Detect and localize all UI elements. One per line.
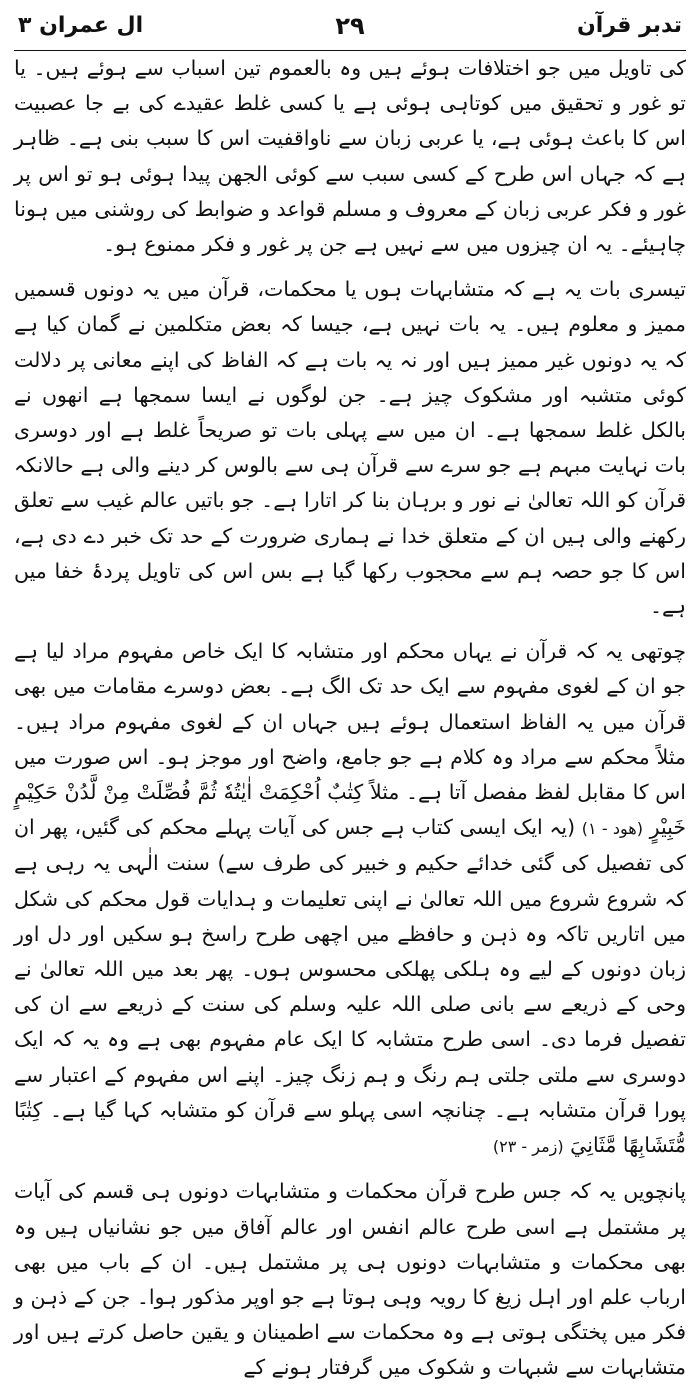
verse-reference-zumar: (زمر - ۲۳) [492, 1137, 564, 1157]
book-title: تدبر قرآن [577, 13, 682, 38]
paragraph-4: پانچویں یہ کہ جس طرح قرآن محکمات و متشابہات دونوں ہی قسم کی آیات پر مشتمل ہے اسی طرح عالم انفس اور عالم آفاق میں جو نشانیاں ہیں وہ بھی محکمات و متشابہات دونوں ہی پر مشتمل ہیں۔ ان کے باب میں بھی ارباب علم اور اہل زیغ کا رویہ وہی ہوتا ہے جو اوپر مذکور ہوا۔ جن کے ذہن و فکر میں پختگی ہوتی ہے وہ محکمات سے اطمینان و یقین حاصل کرتے ہیں اور متشابہات سے شبہات و شکوک میں گرفتار ہونے کے [14, 1179, 686, 1380]
verse-reference-hud: (ھود - ۱) [581, 819, 643, 839]
surah-label: ال عمران ۳ [18, 13, 144, 38]
paragraph-3 [14, 634, 686, 1164]
paragraph-1: کی تاویل میں جو اختلافات ہوئے ہیں وہ بالعموم تین اسباب سے ہوئے ہیں۔ یا تو غور و تحقیق میں کوتاہی ہوئی ہے یا کسی غلط عقیدے کی بے جا عصبیت اس کا باعث ہوئی ہے، یا عربی زبان سے ناواقفیت اس کا سبب بنی ہے۔ ظاہر ہے کہ جہاں اس طرح کے کسی سبب سے کوئی الجھن پیدا ہوئی ہو تو اس پر غور و فکر عربی زبان کے معروف و مسلم قواعد و ضوابط کی روشنی میں ہونا چاہیئے۔ یہ ان چیزوں میں سے نہیں ہے جن پر غور و فکر ممنوع ہو۔ [14, 56, 686, 257]
paragraph-3-text-b: (یہ ایک ایسی کتاب ہے جس کی آیات پہلے محکم کی گئیں، پھر ان کی تفصیل کی گئی خدائے حکیم و خبیر کی طرف سے) سنت الٰہی یہ رہی ہے کہ شروع شروع میں اللہ تعالیٰ نے اپنی تعلیمات و ہدایات قول محکم کی شکل میں اتاریں تاکہ وہ ذہن و حافظے میں اچھی طرح راسخ ہو سکیں اور دل اور زبان دونوں کے لیے وہ ہلکی پھلکی محسوس ہوں۔ پھر بعد میں اللہ تعالیٰ نے وحی کے ذریعے سے بانی صلی اللہ علیہ وسلم کی سنت کے ذریعے سے ان کی تفصیل فرما دی۔ اسی طرح متشابہ کا ایک عام مفہوم بھی ہے وہ یہ کہ ایک دوسری سے ملتی جلتی ہم رنگ و ہم زنگ چیز۔ اپنے اس مفہوم کے اعتبار سے پورا قرآن متشابہ ہے۔ چنانچہ اسی پہلو سے قرآن کو متشابہ کہا گیا ہے۔ [14, 815, 686, 1122]
quran-verse-zumar: كِتٰبًا مُّتَشَابِهًا مَّثَانِيَ [14, 1097, 686, 1158]
paragraph-3-text-a: چوتھی یہ کہ قرآن نے یہاں محکم اور متشابہ کا ایک خاص مفہوم مراد لیا ہے جو ان کے لغوی مفہوم سے ایک حد تک الگ ہے۔ بعض دوسرے مقامات میں بھی قرآن میں یہ الفاظ استعمال ہوئے ہیں جہاں ان کے لغوی مفہوم مراد ہیں۔ مثلاً محکم سے مراد وہ کلام ہے جو جامع، واضح اور موجز ہو۔ اس صورت میں اس کا مقابل لفظ مفصل آتا ہے۔ مثلاً [14, 639, 686, 805]
quran-verse-hud: كِتٰبٌ اُحْكِمَتْ اٰيٰتُهٗ ثُمَّ فُصِّلَتْ مِنْ لَّدُنْ حَكِيْمٍ خَبِيْرٍ [14, 780, 686, 840]
paragraph-2: تیسری بات یہ ہے کہ متشابہات ہوں یا محکمات، قرآن میں یہ دونوں قسمیں ممیز و معلوم ہیں۔ یہ بات نہیں ہے، جیسا کہ بعض متکلمین نے گمان کیا ہے کہ یہ دونوں غیر ممیز ہیں اور نہ یہ بات ہے کہ الفاظ کی اپنے معانی پر دلالت کوئی متشبہ اور مشکوک چیز ہے۔ جن لوگوں نے ایسا سمجھا ہے انھوں نے بالکل غلط سمجھا ہے۔ ان میں سے پہلی بات تو صریحاً غلط ہے اور دوسری بات نہایت مبہم ہے جو سرے سے قرآن ہی سے بالوس کر دینے والی ہے حالانکہ قرآن کو اللہ تعالیٰ نے نور و برہان بنا کر اتارا ہے۔ جو باتیں عالم غیب سے تعلق رکھنے والی ہیں ان کے متعلق خدا نے ہماری ضرورت کے حد تک خبر دے دی ہے، اس کا جو حصہ ہم سے محجوب رکھا گیا ہے بس اس کی تاویل پردۂ خفا میں ہے۔ [14, 277, 686, 619]
page-body [14, 51, 686, 1386]
page-number: ۲۹ [335, 12, 365, 40]
page-header [14, 6, 686, 51]
